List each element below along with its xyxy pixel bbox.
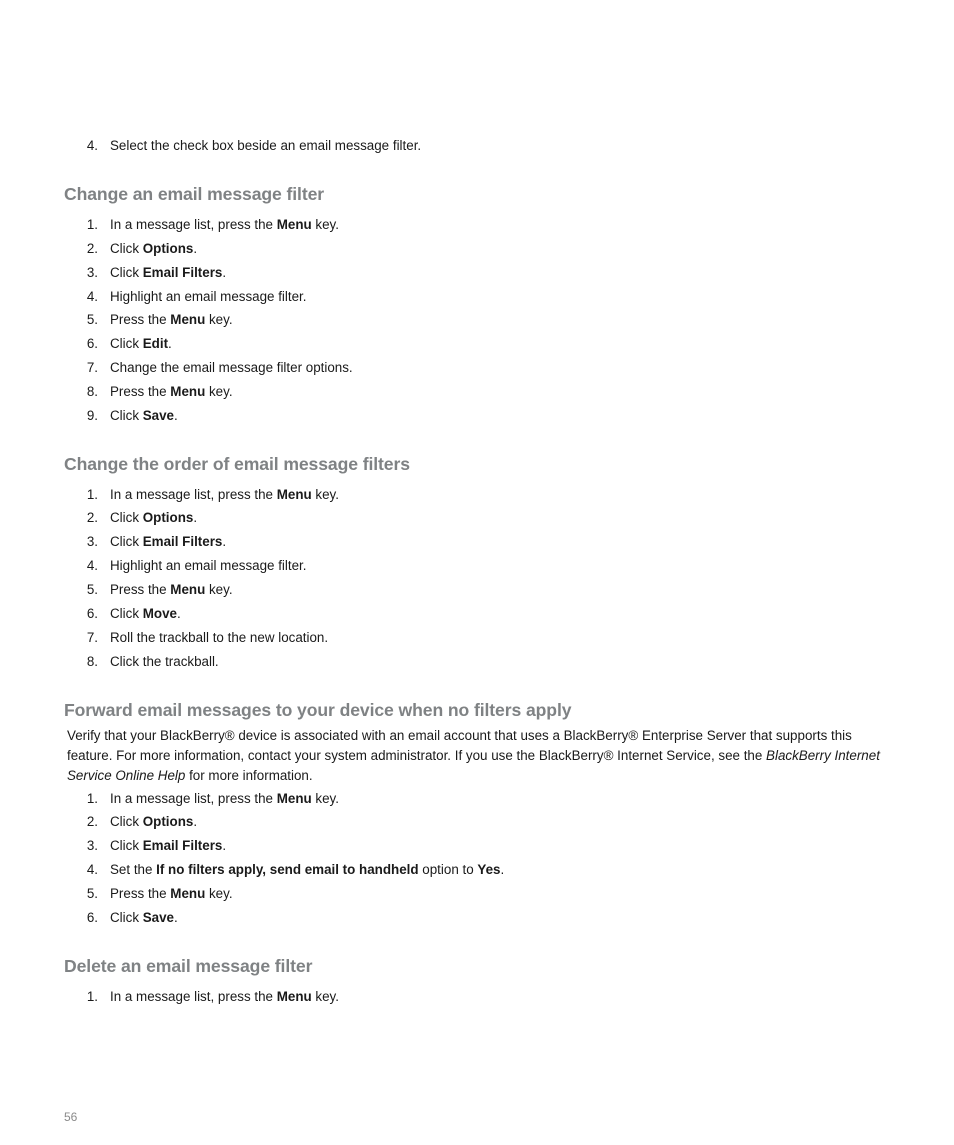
section-heading-change-order: Change the order of email message filters <box>64 454 410 474</box>
section-heading-change-filter: Change an email message filter <box>64 184 325 204</box>
step-number: 6. <box>86 606 98 621</box>
step-number: 8. <box>86 384 98 399</box>
step-number: 4. <box>86 862 98 877</box>
step-text: Roll the trackball to the new location. <box>110 630 329 645</box>
step-text: Press the Menu key. <box>110 886 233 901</box>
step-number: 4. <box>86 138 98 153</box>
step-text: Click Options. <box>110 510 198 525</box>
step-number: 5. <box>86 886 98 901</box>
step-number: 1. <box>86 217 98 232</box>
step-number: 3. <box>86 534 98 549</box>
step-number: 1. <box>86 487 98 502</box>
step-text: In a message list, press the Menu key. <box>110 989 339 1004</box>
step-number: 3. <box>86 838 98 853</box>
step-text: In a message list, press the Menu key. <box>110 791 339 806</box>
step-text: Click Options. <box>110 241 198 256</box>
step-number: 5. <box>86 312 98 327</box>
step-number: 7. <box>86 360 98 375</box>
step-text: Press the Menu key. <box>110 384 233 399</box>
step-text: Change the email message filter options. <box>110 360 353 375</box>
step-text: Click Email Filters. <box>110 838 227 853</box>
section-heading-delete-filter: Delete an email message filter <box>64 956 313 976</box>
step-text: Set the If no filters apply, send email to handheld option to Yes. <box>110 862 505 877</box>
step-text: Highlight an email message filter. <box>110 289 307 304</box>
step-text: Highlight an email message filter. <box>110 558 307 573</box>
page-number: 56 <box>64 1110 78 1124</box>
step-text: Select the check box beside an email message filter. <box>110 138 422 153</box>
step-text: Click Edit. <box>110 336 172 351</box>
step-number: 3. <box>86 265 98 280</box>
step-number: 8. <box>86 654 98 669</box>
intro-paragraph: Verify that your BlackBerry® device is associated with an email account that uses a BlackBerry® Enterprise Server that supports this feature. For more information, contact your system administrator. If you use the BlackBerry® Internet Service, see the BlackBerry Internet Service Online Help for more information. <box>67 728 880 783</box>
step-number: 2. <box>86 814 98 829</box>
step-text: In a message list, press the Menu key. <box>110 487 339 502</box>
step-text: Click Save. <box>110 408 178 423</box>
step-text: Click Options. <box>110 814 198 829</box>
step-text: Click Move. <box>110 606 181 621</box>
step-number: 2. <box>86 241 98 256</box>
step-number: 5. <box>86 582 98 597</box>
step-text: Click Email Filters. <box>110 534 227 549</box>
step-text: Click Save. <box>110 910 178 925</box>
section-heading-forward-messages: Forward email messages to your device when no filters apply <box>64 700 572 720</box>
step-text: Click Email Filters. <box>110 265 227 280</box>
step-number: 6. <box>86 910 98 925</box>
step-text: Click the trackball. <box>110 654 219 669</box>
step-text: Press the Menu key. <box>110 582 233 597</box>
step-number: 1. <box>86 791 98 806</box>
step-number: 6. <box>86 336 98 351</box>
step-number: 1. <box>86 989 98 1004</box>
step-number: 4. <box>86 558 98 573</box>
step-number: 9. <box>86 408 98 423</box>
step-number: 2. <box>86 510 98 525</box>
step-number: 4. <box>86 289 98 304</box>
step-text: In a message list, press the Menu key. <box>110 217 339 232</box>
step-number: 7. <box>86 630 98 645</box>
step-text: Press the Menu key. <box>110 312 233 327</box>
